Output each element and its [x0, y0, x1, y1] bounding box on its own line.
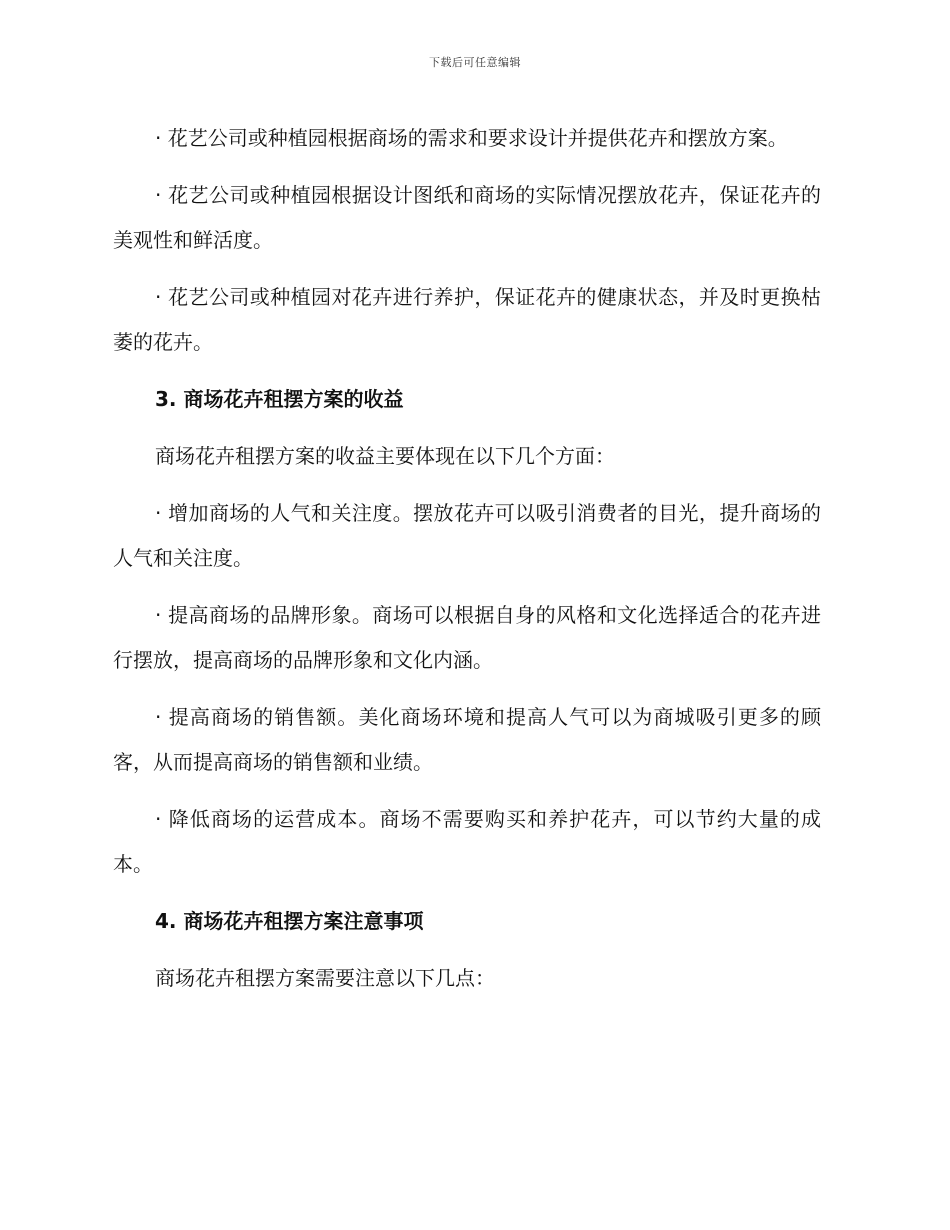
benefits-intro: 商场花卉租摆方案的收益主要体现在以下几个方面：	[155, 444, 615, 468]
bullet-sales: · 提高商场的销售额。美化商场环境和提高人气可以为商城吸引更多的顾客，从而提高商场的销售额和业绩。	[113, 705, 821, 774]
bullet-design-plan: · 花艺公司或种植园根据商场的需求和要求设计并提供花卉和摆放方案。	[155, 126, 788, 150]
document-body	[113, 116, 821, 1013]
section-heading-benefits: 3. 商场花卉租摆方案的收益	[155, 387, 404, 411]
section-heading-notes: 4. 商场花卉租摆方案注意事项	[155, 909, 424, 933]
bullet-maintenance: · 花艺公司或种植园对花卉进行养护，保证花卉的健康状态，并及时更换枯萎的花卉。	[113, 285, 821, 354]
bullet-cost: · 降低商场的运营成本。商场不需要购买和养护花卉，可以节约大量的成本。	[113, 807, 821, 876]
bullet-popularity: · 增加商场的人气和关注度。摆放花卉可以吸引消费者的目光，提升商场的人气和关注度。	[113, 501, 821, 570]
bullet-placement: · 花艺公司或种植园根据设计图纸和商场的实际情况摆放花卉，保证花卉的美观性和鲜活度。	[113, 183, 821, 252]
page-header: 下载后可任意编辑	[429, 56, 521, 69]
bullet-brand-image: · 提高商场的品牌形象。商场可以根据自身的风格和文化选择适合的花卉进行摆放，提高商场的品牌形象和文化内涵。	[113, 603, 821, 672]
notes-intro: 商场花卉租摆方案需要注意以下几点：	[155, 966, 495, 990]
